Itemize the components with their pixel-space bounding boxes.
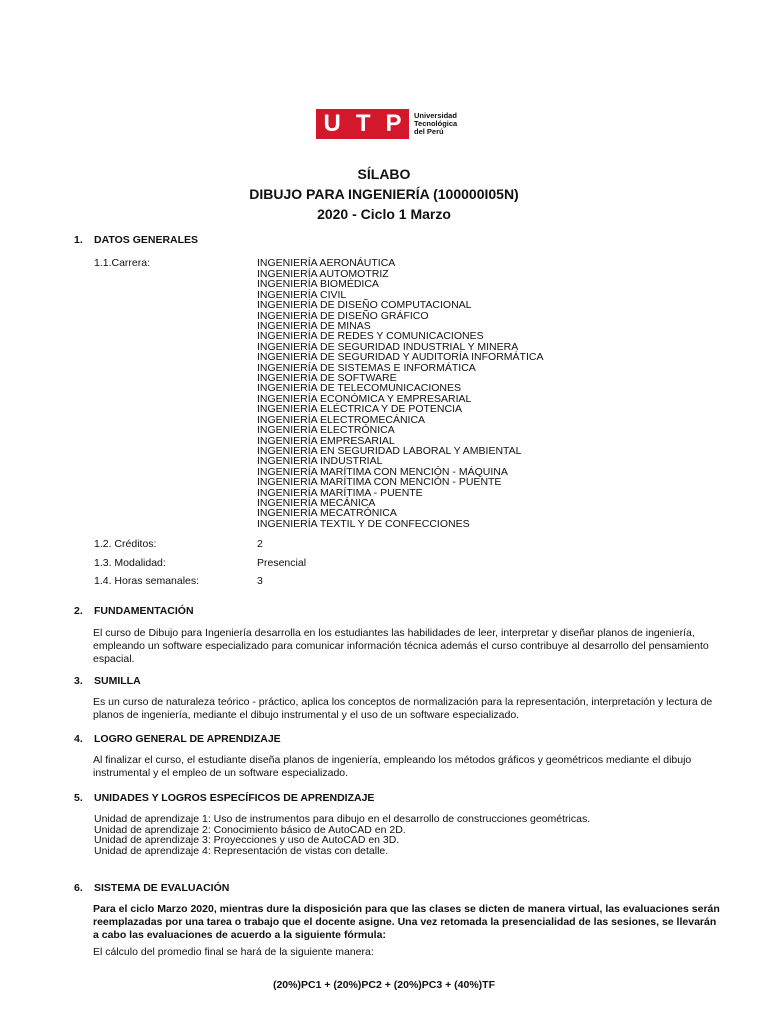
career-item: INGENIERÍA INDUSTRIAL bbox=[257, 455, 383, 468]
evaluacion-text: El cálculo del promedio final se hará de la siguiente manera: bbox=[93, 946, 374, 958]
career-item: INGENIERÍA MARÍTIMA CON MENCIÓN - PUENTE bbox=[257, 476, 502, 489]
section-heading-datos-generales bbox=[74, 234, 198, 246]
horas-value: 3 bbox=[257, 575, 263, 587]
section-number: 6. bbox=[74, 882, 83, 894]
course-title: DIBUJO PARA INGENIERÍA (100000I05N) bbox=[249, 186, 519, 202]
career-item: INGENIERÍA MECATRÓNICA bbox=[257, 507, 397, 520]
section-heading-logro bbox=[74, 733, 281, 745]
creditos-value: 2 bbox=[257, 538, 263, 550]
section-heading-unidades bbox=[74, 792, 374, 804]
logo-letter-p: P bbox=[385, 110, 402, 137]
logo-university-name bbox=[414, 112, 457, 136]
unit-item: Unidad de aprendizaje 4: Representación de vistas con detalle. bbox=[94, 844, 389, 857]
career-item: INGENIERÍA DE SEGURIDAD INDUSTRIAL Y MINERA bbox=[257, 340, 519, 353]
carrera-first-value: INGENIERÍA AERONÁUTICA bbox=[257, 257, 396, 269]
section-title: SUMILLA bbox=[94, 675, 141, 687]
logo-letter-t: T bbox=[355, 110, 371, 137]
logo-line-2: Tecnológica bbox=[414, 119, 458, 128]
unit-item: Unidad de aprendizaje 1: Uso de instrumentos para dibujo en el desarrollo de construcciones geométricas. bbox=[94, 813, 591, 825]
section-heading-evaluacion bbox=[74, 882, 229, 894]
career-item: INGENIERÍA DE SISTEMAS E INFORMÁTICA bbox=[257, 361, 476, 374]
fundamentacion-text: El curso de Dibujo para Ingeniería desarrolla en los estudiantes las habilidades de leer, interpretar y diseñar planos de ingeniería, empleando un software especializado para comunicar información técnica además el curso contribuye al desarrollo del pensamiento espacial. bbox=[93, 627, 709, 665]
career-item: INGENIERÍA DE DISEÑO GRÁFICO bbox=[257, 309, 429, 322]
units-list bbox=[94, 814, 590, 856]
career-item: INGENIERÍA MARÍTIMA - PUENTE bbox=[257, 486, 423, 499]
evaluacion-notice: Para el ciclo Marzo 2020, mientras dure la disposición para que las clases se dicten de manera virtual, las evaluaciones serán reemplazadas por una tarea o trabajo que el docente asigne. Una vez retomada la presencialidad de las sesiones, se llevarán a cabo las evaluaciones de acuerdo a la siguiente fórmula: bbox=[93, 903, 720, 941]
unit-item: Unidad de aprendizaje 2: Conocimiento básico de AutoCAD en 2D. bbox=[94, 823, 406, 836]
career-item: INGENIERÍA DE MINAS bbox=[257, 320, 371, 333]
career-item: INGENIERÍA ELECTROMECÁNICA bbox=[257, 413, 426, 426]
logro-text: Al finalizar el curso, el estudiante diseña planos de ingeniería, empleando los métodos gráficos y geométricos mediante el dibujo instrumental y el empleo de un software especializado. bbox=[93, 754, 692, 779]
section-title: FUNDAMENTACIÓN bbox=[94, 605, 194, 617]
carrera-label: 1.1.Carrera: bbox=[94, 257, 151, 269]
modalidad-value: Presencial bbox=[257, 557, 307, 569]
career-item: INGENIERÍA ELECTRÓNICA bbox=[257, 424, 395, 437]
modalidad-label: 1.3. Modalidad: bbox=[94, 557, 166, 569]
career-item: INGENIERÍA MARÍTIMA CON MENCIÓN - MÁQUINA bbox=[257, 465, 508, 478]
section-number: 1. bbox=[74, 234, 83, 246]
grade-formula: (20%)PC1 + (20%)PC2 + (20%)PC3 + (40%)TF bbox=[272, 979, 496, 991]
career-item: INGENIERÍA MECÁNICA bbox=[257, 496, 376, 509]
section-number: 4. bbox=[74, 733, 83, 745]
logo-line-3: del Perú bbox=[414, 127, 444, 136]
career-item: INGENIERÍA DE REDES Y COMUNICACIONES bbox=[257, 330, 484, 343]
document-titles bbox=[0, 164, 768, 224]
logo-letter-u: U bbox=[323, 110, 341, 137]
section-number: 3. bbox=[74, 675, 83, 687]
career-item: INGENIERÍA EN SEGURIDAD LABORAL Y AMBIENTAL bbox=[257, 444, 522, 457]
section-title: LOGRO GENERAL DE APRENDIZAJE bbox=[94, 733, 281, 745]
career-item: INGENIERÍA EMPRESARIAL bbox=[257, 434, 395, 447]
career-item: INGENIERÍA ECONÓMICA Y EMPRESARIAL bbox=[257, 392, 472, 405]
career-item: INGENIERÍA DE SEGURIDAD Y AUDITORÍA INFORMÁTICA bbox=[257, 351, 544, 364]
section-heading-fundamentacion bbox=[74, 605, 194, 617]
sumilla-text: Es un curso de naturaleza teórico - práctico, aplica los conceptos de normalización para la representación, interpretación y lectura de planos de ingeniería, mediante el dibujo instrumental y el uso de un software especializado. bbox=[93, 696, 713, 721]
career-item: INGENIERÍA ELÉCTRICA Y DE POTENCIA bbox=[257, 403, 463, 416]
career-item: INGENIERÍA AUTOMOTRIZ bbox=[257, 268, 389, 280]
creditos-label: 1.2. Créditos: bbox=[94, 538, 157, 550]
career-item: INGENIERÍA DE TELECOMUNICACIONES bbox=[257, 382, 462, 395]
career-item: INGENIERÍA DE DISEÑO COMPUTACIONAL bbox=[257, 299, 472, 312]
career-item: INGENIERÍA DE SOFTWARE bbox=[257, 372, 397, 385]
section-number: 5. bbox=[74, 792, 83, 804]
career-item: INGENIERÍA CIVIL bbox=[257, 288, 347, 301]
section-number: 2. bbox=[74, 605, 83, 617]
logo-red-box bbox=[316, 109, 409, 139]
section-title: UNIDADES Y LOGROS ESPECÍFICOS DE APRENDIZAJE bbox=[94, 792, 375, 804]
cycle-title: 2020 - Ciclo 1 Marzo bbox=[317, 206, 451, 222]
section-title: SISTEMA DE EVALUACIÓN bbox=[94, 882, 230, 894]
section-heading-sumilla bbox=[74, 675, 141, 687]
document-title: SÍLABO bbox=[357, 166, 411, 182]
utp-logo bbox=[316, 109, 457, 139]
career-item: INGENIERÍA TEXTIL Y DE CONFECCIONES bbox=[257, 517, 470, 530]
horas-label: 1.4. Horas semanales: bbox=[94, 575, 200, 587]
career-item: INGENIERÍA BIOMÉDICA bbox=[257, 278, 379, 291]
unit-item: Unidad de aprendizaje 3: Proyecciones y uso de AutoCAD en 3D. bbox=[94, 834, 400, 847]
logo-line-1: Universidad bbox=[414, 111, 457, 120]
careers-list bbox=[257, 269, 543, 529]
section-title: DATOS GENERALES bbox=[94, 234, 199, 246]
